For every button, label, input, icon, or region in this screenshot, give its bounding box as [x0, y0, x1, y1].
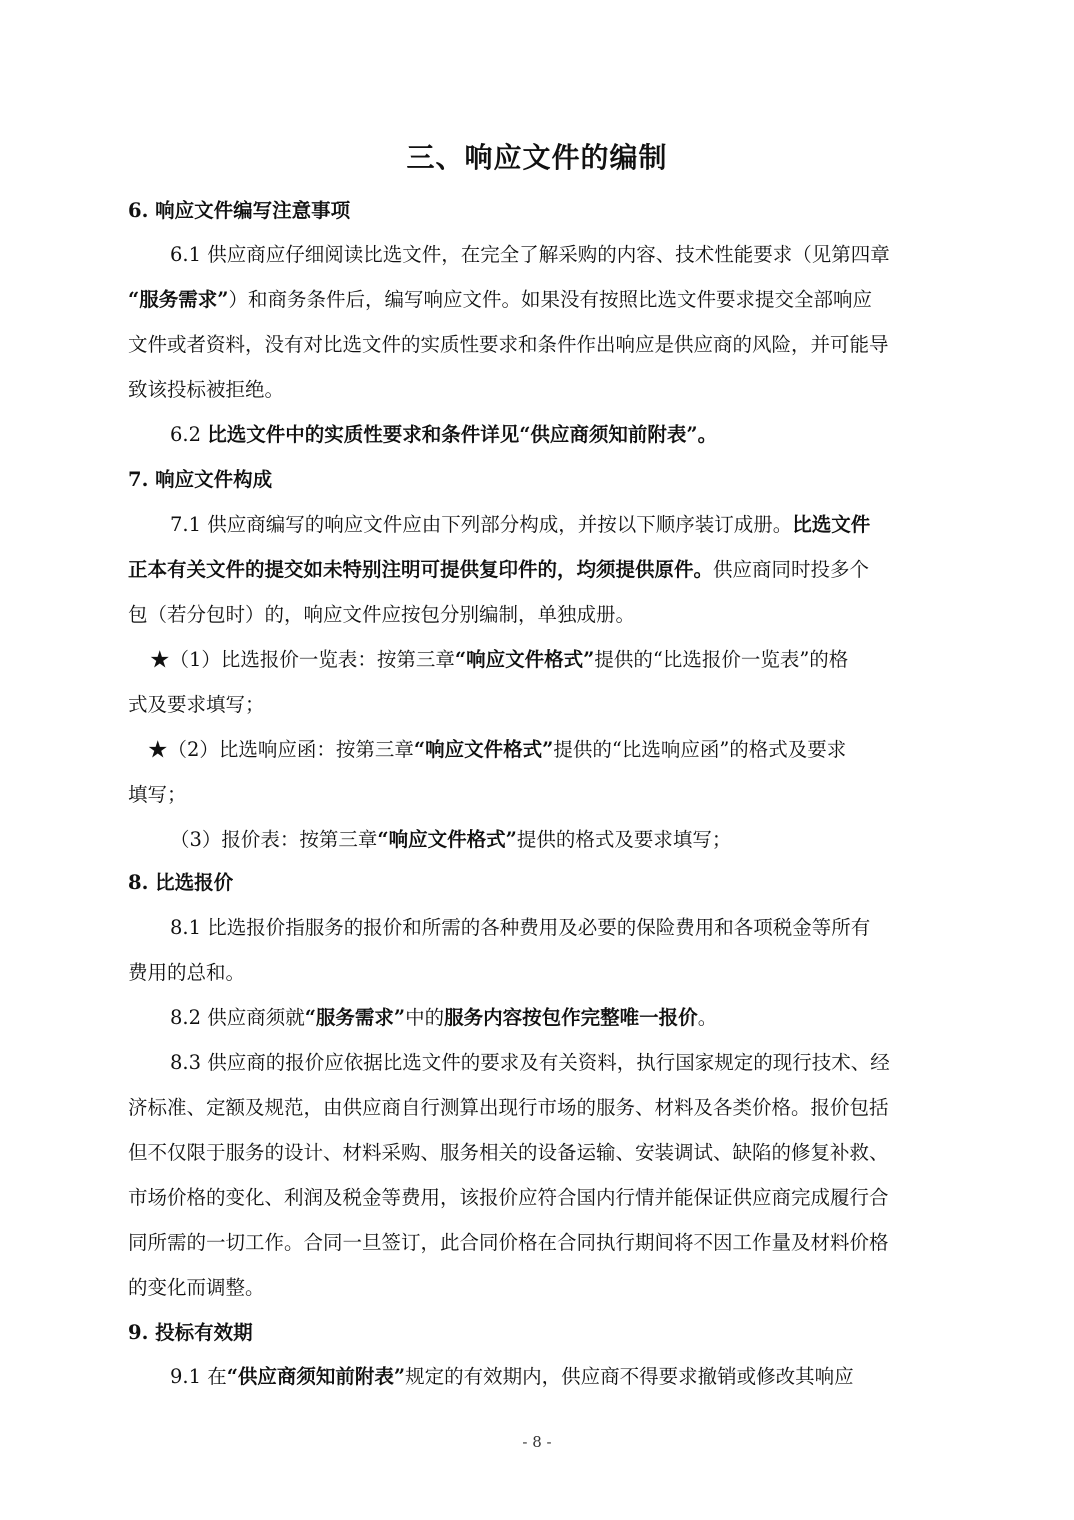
- para-6-2: [170, 420, 717, 450]
- para-6-2-number: 6.2: [170, 423, 208, 446]
- para-8-2: [170, 1003, 717, 1033]
- para-6-2-text: 比选文件中的实质性要求和条件详见“供应商须知前附表”。: [207, 423, 718, 446]
- para-8-3-line-1: 8.3 供应商的报价应依据比选文件的要求及有关资料，执行国家规定的现行技术、经: [170, 1051, 890, 1074]
- item-3-line-1: [170, 825, 731, 855]
- item-2-text-c: 提供的“比选响应函”的格式及要求: [553, 738, 847, 761]
- item-3-text-c: 提供的格式及要求填写；: [516, 828, 732, 851]
- para-7-1-line-1: [170, 510, 870, 540]
- para-6-1-line-3: 文件或者资料，没有对比选文件的实质性要求和条件作出响应是供应商的风险，并可能导: [128, 333, 889, 356]
- section-6-heading: 6. 响应文件编写注意事项: [128, 199, 351, 222]
- item-1-line-2: 式及要求填写；: [128, 693, 265, 716]
- para-8-3-line-3: 但不仅限于服务的设计、材料采购、服务相关的设备运输、安装调试、缺陷的修复补救、: [128, 1141, 889, 1164]
- para-7-1-line-2-text: 供应商同时投多个: [713, 558, 870, 581]
- section-7-heading: 7. 响应文件构成: [128, 468, 273, 491]
- service-requirement-ref: “服务需求”: [128, 288, 229, 311]
- item-3-text-a: （3）报价表：按第三章: [170, 828, 378, 851]
- para-8-3-line-6: 的变化而调整。: [128, 1276, 265, 1299]
- page-number: - 8 -: [522, 1433, 552, 1451]
- para-9-1-ref: “供应商须知前附表”: [226, 1365, 406, 1388]
- para-7-1-line-1-text: 7.1 供应商编写的响应文件应由下列部分构成，并按以下顺序装订成册。: [170, 513, 793, 536]
- item-1-text-a: ★（1）比选报价一览表：按第三章: [150, 648, 455, 671]
- para-8-1-line-1: 8.1 比选报价指服务的报价和所需的各种费用及必要的保险费用和各项税金等所有: [170, 916, 871, 939]
- item-2-line-1: [148, 735, 846, 765]
- para-8-2-text-a: 8.2 供应商须就: [170, 1006, 305, 1029]
- section-8-heading: 8. 比选报价: [128, 871, 234, 894]
- para-8-2-service-ref: “服务需求”: [304, 1006, 406, 1029]
- item-1-text-c: 提供的“比选报价一览表”的格: [594, 648, 849, 671]
- section-9-heading: 9. 投标有效期: [128, 1321, 253, 1344]
- para-8-3-line-4: 市场价格的变化、利润及税金等费用，该报价应符合国内行情并能保证供应商完成履行合: [128, 1186, 889, 1209]
- item-2-format-ref: “响应文件格式”: [413, 738, 554, 761]
- para-7-1-line-2: [128, 555, 869, 585]
- item-2-line-2: 填写；: [128, 783, 187, 806]
- item-1-format-ref: “响应文件格式”: [454, 648, 595, 671]
- para-6-1-line-4: 致该投标被拒绝。: [128, 378, 285, 401]
- item-1-line-1: [150, 645, 848, 675]
- para-6-1-line-1: 6.1 供应商应仔细阅读比选文件，在完全了解采购的内容、技术性能要求（见第四章: [170, 243, 890, 266]
- para-8-1-line-2: 费用的总和。: [128, 961, 246, 984]
- item-3-format-ref: “响应文件格式”: [377, 828, 517, 851]
- para-7-1-line-1-bold: 比选文件: [792, 513, 871, 536]
- para-9-1-text-a: 9.1 在: [170, 1365, 227, 1388]
- para-6-1-line-2-text: ）和商务条件后，编写响应文件。如果没有按照比选文件要求提交全部响应: [228, 288, 872, 311]
- para-8-3-line-2: 济标准、定额及规范，由供应商自行测算出现行市场的服务、材料及各类价格。报价包括: [128, 1096, 889, 1119]
- chapter-title: 三、响应文件的编制: [406, 141, 668, 174]
- para-8-3-line-5: 同所需的一切工作。合同一旦签订，此合同价格在合同执行期间将不因工作量及材料价格: [128, 1231, 889, 1254]
- para-8-2-end: 。: [697, 1006, 718, 1029]
- para-7-1-line-2-bold: 正本有关文件的提交如未特别注明可提供复印件的，均须提供原件。: [128, 558, 714, 581]
- para-8-2-text-c: 中的: [405, 1006, 445, 1029]
- para-8-2-bold: 服务内容按包作完整唯一报价: [444, 1006, 698, 1029]
- item-2-text-a: ★（2）比选响应函：按第三章: [148, 738, 414, 761]
- para-7-1-line-3: 包（若分包时）的，响应文件应按包分别编制，单独成册。: [128, 603, 636, 626]
- para-9-1-text-c: 规定的有效期内，供应商不得要求撤销或修改其响应: [405, 1365, 854, 1388]
- para-9-1-line-1: [170, 1362, 854, 1392]
- para-6-1-line-2: [128, 285, 872, 315]
